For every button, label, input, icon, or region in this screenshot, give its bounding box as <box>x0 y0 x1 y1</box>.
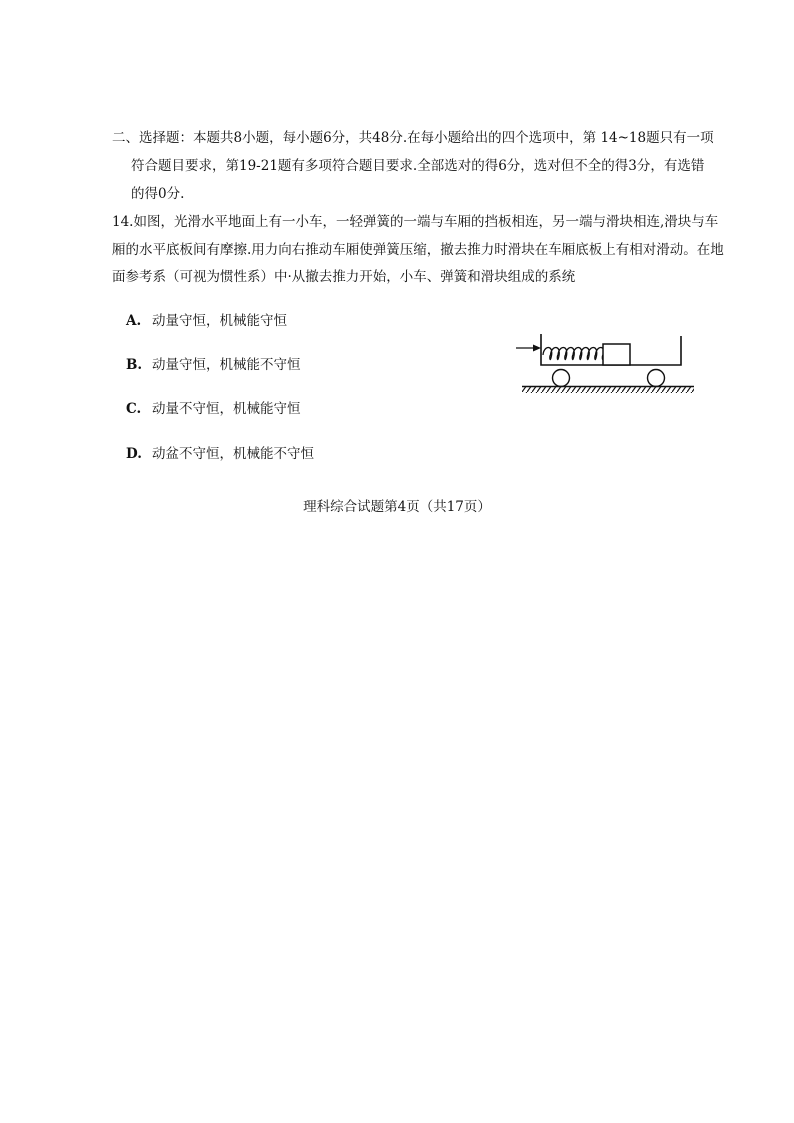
option-d <box>126 444 314 464</box>
question-stem-line-1: 14.如图，光滑水平地面上有一小车，一轻弹簧的一端与车厢的挡板相连，另一端与滑块相连,滑块与车 <box>112 214 719 230</box>
option-a <box>126 311 287 331</box>
cart-spring-diagram <box>512 322 702 400</box>
section-instructions-line-1: 二、选择题：本题共8小题，每小题6分，共48分.在每小题给出的四个选项中，第 14~18题只有一项 <box>112 130 714 146</box>
option-b-text: 动量守恒，机械能不守恒 <box>152 357 301 373</box>
push-force-arrow-icon <box>516 345 541 352</box>
option-a-letter: A. <box>126 313 142 329</box>
question-stem-line-2: 厢的水平底板间有摩擦.用力向右推动车厢使弹簧压缩，撤去推力时滑块在车厢底板上有相对滑动。在地 <box>112 242 724 258</box>
left-wheel-icon <box>553 370 570 387</box>
ground-surface <box>522 387 694 394</box>
page-footer: 理科综合试题第4页（共17页） <box>303 499 491 515</box>
slider-block <box>603 344 630 365</box>
option-d-text: 动盆不守恒，机械能不守恒 <box>152 446 314 462</box>
option-b-letter: B. <box>126 357 143 373</box>
option-d-letter: D. <box>126 446 142 462</box>
option-c <box>126 399 301 419</box>
section-instructions-line-2: 符合题目要求，第19-21题有多项符合题目要求.全部选对的得6分，选对但不全的得3分，有选错 <box>131 158 705 174</box>
question-stem-line-3: 面参考系（可视为惯性系）中·从撤去推力开始，小车、弹簧和滑块组成的系统 <box>112 269 576 285</box>
option-c-letter: C. <box>126 401 142 417</box>
section-instructions-line-3: 的得0分. <box>131 186 185 202</box>
option-b <box>126 355 301 375</box>
spring-icon <box>543 348 604 360</box>
right-wheel-icon <box>648 370 665 387</box>
option-a-text: 动量守恒，机械能守恒 <box>152 313 287 329</box>
option-c-text: 动量不守恒，机械能守恒 <box>152 401 301 417</box>
